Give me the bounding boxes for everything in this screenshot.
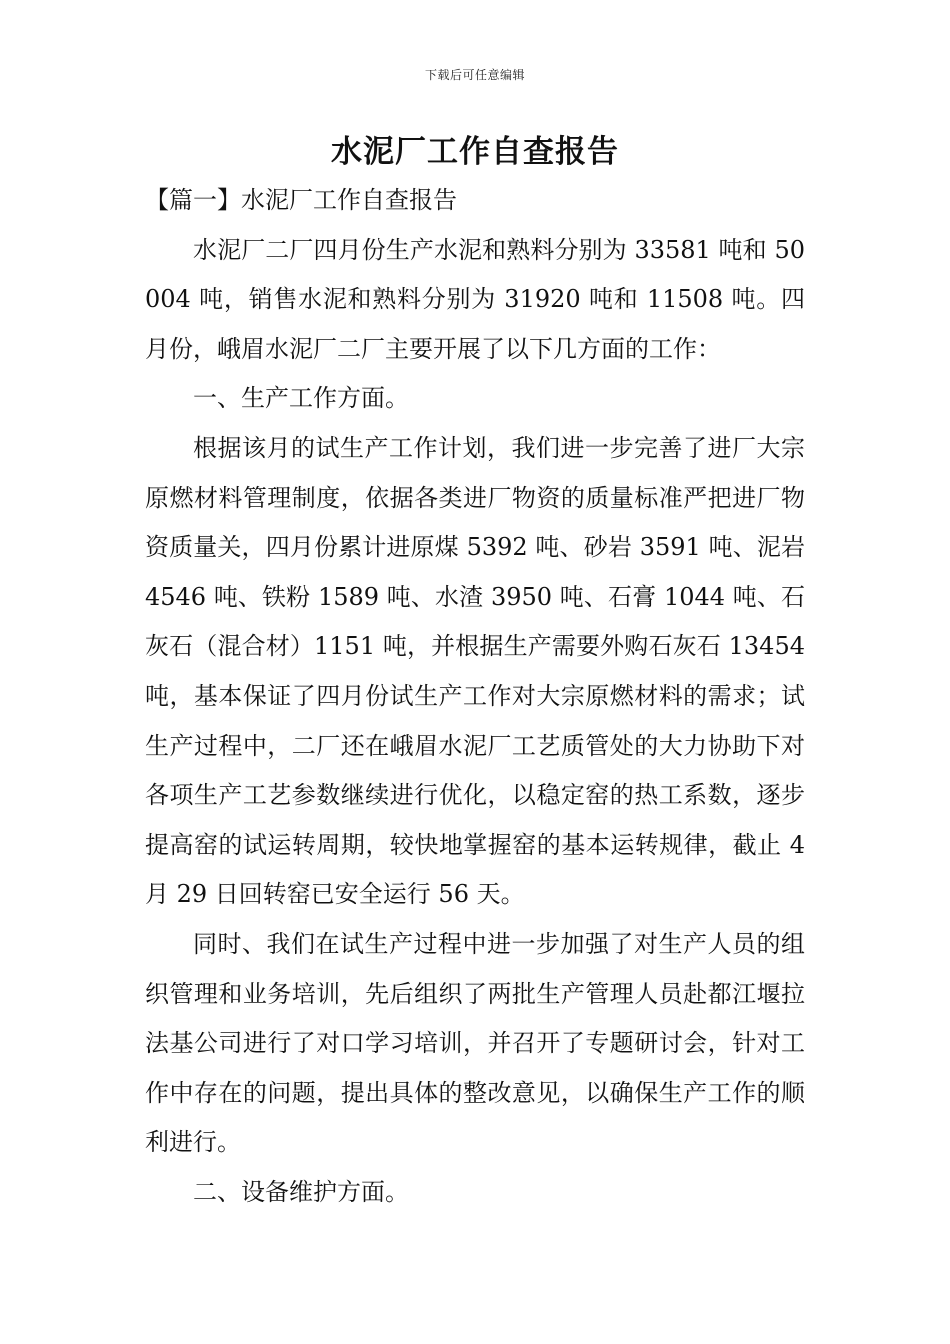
paragraph-production-summary: 水泥厂二厂四月份生产水泥和熟料分别为 33581 吨和 50004 吨，销售水泥和熟料分别为 31920 吨和 11508 吨。四月份，峨眉水泥厂二厂主要开展了以下几方面的工作： (145, 235, 805, 363)
paragraph-heading-maintenance: 二、设备维护方面。 (193, 1177, 409, 1206)
section-heading: 【篇一】水泥厂工作自查报告 (145, 186, 457, 214)
paragraph-heading-production: 一、生产工作方面。 (193, 384, 409, 413)
page-header-note: 下载后可任意编辑 (424, 68, 525, 82)
paragraph-training: 同时、我们在试生产过程中进一步加强了对生产人员的组织管理和业务培训，先后组织了两批生产管理人员赴都江堰拉法基公司进行了对口学习培训，并召开了专题研讨会，针对工作中存在的问题，提出具体的整改意见，以确保生产工作的顺利进行。 (145, 929, 805, 1157)
document-title: 水泥厂工作自查报告 (331, 134, 619, 170)
document-body (145, 176, 805, 1217)
paragraph-production-details: 根据该月的试生产工作计划，我们进一步完善了进厂大宗原燃材料管理制度，依据各类进厂物资的质量标准严把进厂物资质量关，四月份累计进原煤 5392 吨、砂岩 3591 吨、泥岩 4546 吨、铁粉 1589 吨、水渣 3950 吨、石膏 1044 吨、石灰石（混合材）1151 吨，并根据生产需要外购石灰石 13454 吨，基本保证了四月份试生产工作对大宗原燃材料的需求；试生产过程中，二厂还在峨眉水泥厂工艺质管处的大力协助下对各项生产工艺参数继续进行优化，以稳定窑的热工系数，逐步提高窑的试运转周期，较快地掌握窑的基本运转规律，截止 4 月 29 日回转窑已安全运行 56 天。 (145, 433, 805, 909)
